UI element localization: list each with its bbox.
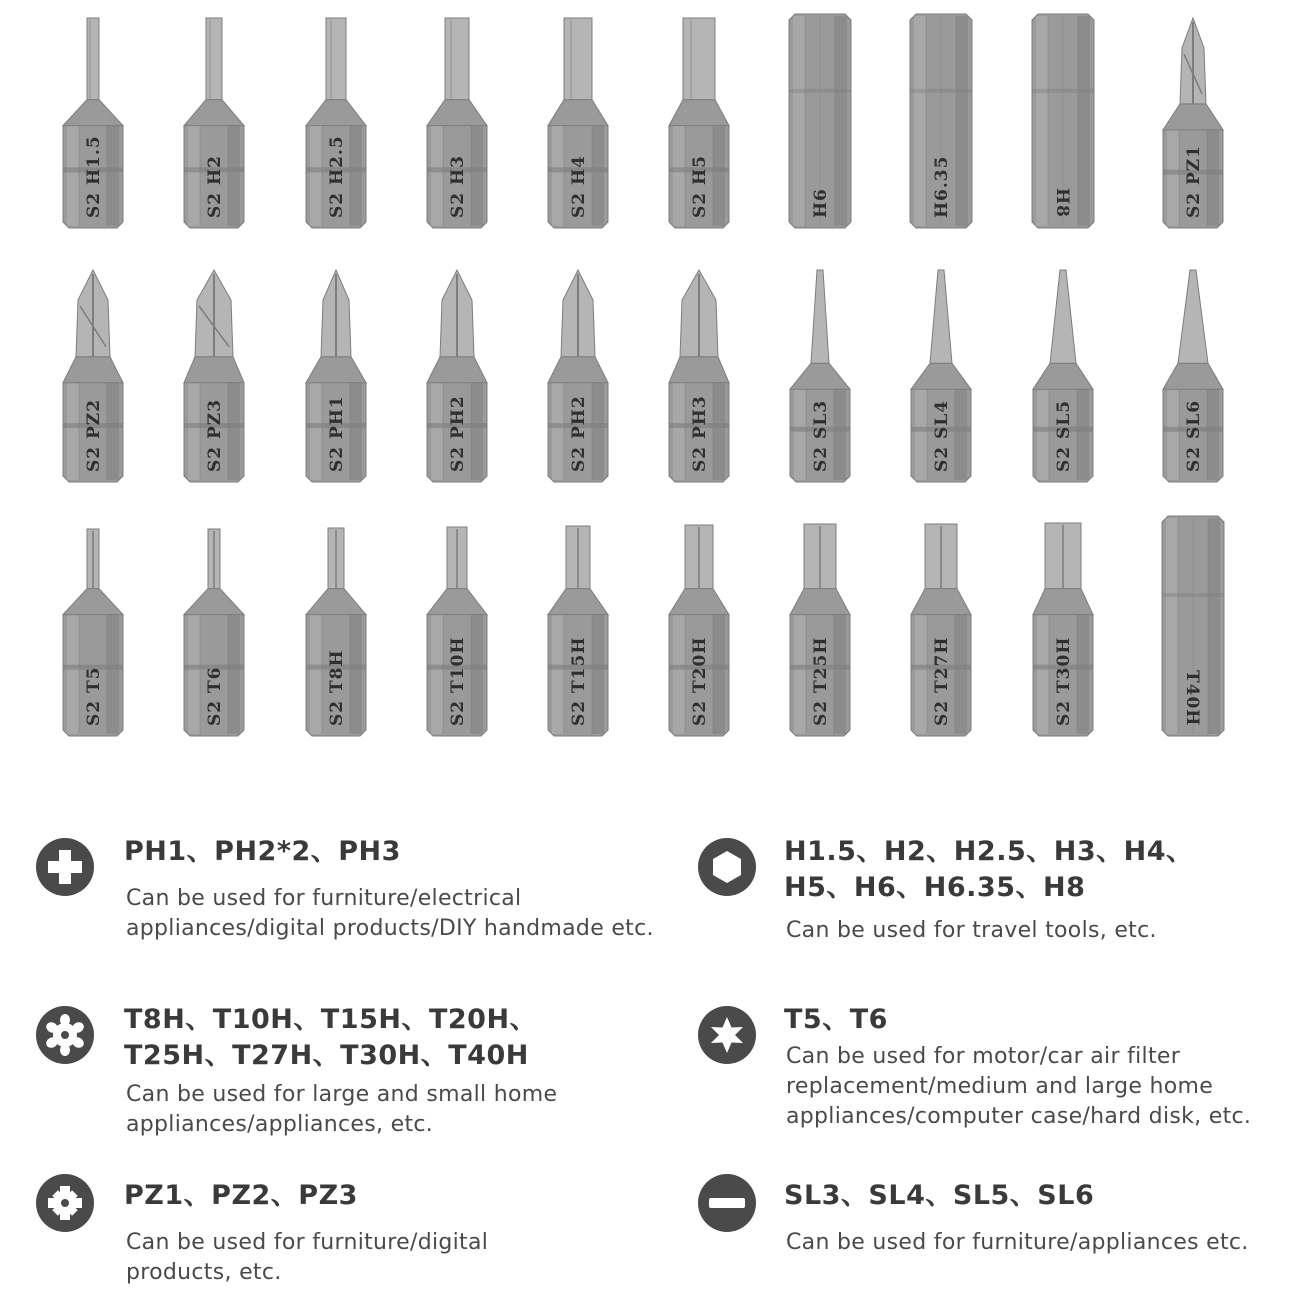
legend-title: T5、T6 — [784, 1004, 888, 1035]
bit-label: S2 H2.5 — [327, 135, 347, 218]
legend-desc: Can be used for large and small home appliances/appliances, etc. — [126, 1082, 558, 1137]
legend-desc: Can be used for motor/car air filter replacement/medium and large home appliances/computer case/hard disk, etc. — [786, 1044, 1252, 1129]
screwdriver-bit — [664, 266, 734, 482]
screwdriver-bit — [785, 14, 855, 228]
legend-title: T8H、T10H、T15H、T20H、 T25H、T27H、T30H、T40H — [124, 1004, 538, 1071]
pozidriv-icon — [36, 1174, 94, 1232]
screwdriver-bit — [664, 14, 734, 228]
screwdriver-bit — [543, 266, 613, 482]
legend-desc: Can be used for furniture/digital products, etc. — [126, 1230, 489, 1285]
screwdriver-bit — [1028, 516, 1098, 736]
screwdriver-bit — [179, 266, 249, 482]
screwdriver-bit — [906, 14, 976, 228]
bit-label: S2 PZ3 — [205, 398, 225, 472]
screwdriver-bit — [1028, 14, 1098, 228]
legend-desc: Can be used for furniture/electrical appliances/digital products/DIY handmade etc. — [126, 886, 654, 941]
bit-label: S2 T30H — [1054, 636, 1074, 726]
slotted-icon — [698, 1174, 756, 1232]
legend-desc: Can be used for travel tools, etc. — [786, 918, 1157, 943]
hex-icon — [698, 838, 756, 896]
torx-icon — [36, 1006, 94, 1064]
bit-label: H8 — [1052, 188, 1072, 218]
bit-label: S2 T8H — [327, 649, 347, 726]
bit-label: S2 PH1 — [327, 395, 347, 472]
screwdriver-bit — [785, 516, 855, 736]
bit-label: S2 H2 — [205, 155, 225, 218]
screwdriver-bit — [1158, 14, 1228, 228]
legend-title: PZ1、PZ2、PZ3 — [124, 1180, 358, 1211]
bit-label: H6.35 — [932, 155, 952, 218]
screwdriver-bit — [58, 516, 128, 736]
star-icon — [698, 1006, 756, 1064]
screwdriver-bit — [58, 266, 128, 482]
bit-label: T40H — [1182, 670, 1202, 727]
screwdriver-bit — [58, 14, 128, 228]
bit-label: S2 PH2 — [448, 395, 468, 472]
legend — [0, 800, 1300, 1300]
screwdriver-bit — [422, 516, 492, 736]
bit-label: S2 T6 — [205, 666, 225, 726]
screwdriver-bit — [906, 266, 976, 482]
screwdriver-bit — [785, 266, 855, 482]
bit-label: S2 SL3 — [811, 399, 831, 472]
legend-title: H1.5、H2、H2.5、H3、H4、 H5、H6、H6.35、H8 — [784, 836, 1194, 903]
screwdriver-bit — [301, 516, 371, 736]
screwdriver-bit — [543, 14, 613, 228]
bit-label: S2 PH2 — [569, 395, 589, 472]
screwdriver-bit — [906, 516, 976, 736]
screwdriver-bit — [422, 266, 492, 482]
bit-label: S2 SL4 — [932, 399, 952, 472]
screwdriver-bit — [301, 14, 371, 228]
bit-label: S2 SL5 — [1054, 399, 1074, 472]
legend-title: SL3、SL4、SL5、SL6 — [784, 1180, 1095, 1211]
bit-label: S2 PH3 — [690, 395, 710, 472]
bit-label: S2 T20H — [690, 636, 710, 726]
legend-title: PH1、PH2*2、PH3 — [124, 836, 401, 867]
phillips-icon — [36, 838, 94, 896]
screwdriver-bit — [1158, 516, 1228, 736]
bit-label: S2 T15H — [569, 636, 589, 726]
screwdriver-bit — [301, 266, 371, 482]
bit-label: S2 T10H — [448, 636, 468, 726]
bit-label: S2 T27H — [932, 636, 952, 726]
bit-label: S2 SL6 — [1184, 399, 1204, 472]
bit-label: S2 T5 — [84, 666, 104, 726]
bit-label: S2 H5 — [690, 155, 710, 218]
screwdriver-bit — [1158, 266, 1228, 482]
bit-label: S2 H3 — [448, 155, 468, 218]
screwdriver-bit — [179, 516, 249, 736]
screwdriver-bit — [664, 516, 734, 736]
bit-label: S2 PZ2 — [84, 398, 104, 472]
bit-label: S2 PZ1 — [1184, 144, 1204, 218]
bit-label: H6 — [811, 188, 831, 218]
screwdriver-bit — [543, 516, 613, 736]
screwdriver-bit — [1028, 266, 1098, 482]
bit-label: S2 T25H — [811, 636, 831, 726]
screwdriver-bit — [422, 14, 492, 228]
bit-label: S2 H4 — [569, 155, 589, 218]
screwdriver-bit — [179, 14, 249, 228]
bit-label: S2 H1.5 — [84, 135, 104, 218]
legend-desc: Can be used for furniture/appliances etc. — [786, 1230, 1249, 1255]
